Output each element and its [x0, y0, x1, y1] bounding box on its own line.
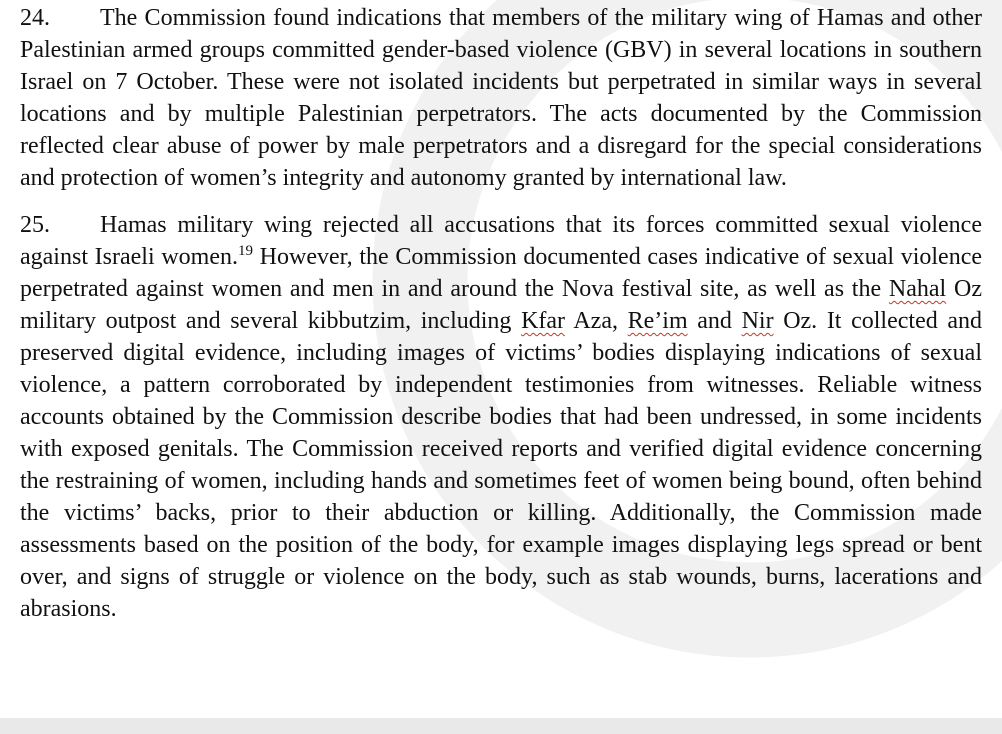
spellcheck-flagged-word: Nahal — [888, 276, 947, 302]
paragraph-number: 24. — [20, 5, 50, 31]
paragraph — [20, 209, 982, 625]
document-body — [20, 2, 982, 640]
spellcheck-flagged-word: Nir — [741, 308, 774, 334]
footnote-reference[interactable]: 19 — [237, 243, 253, 259]
paragraph-text: Oz. It collected and preserved digital evidence, including images of victims’ bodies displaying indications of sexual violence, a pattern corroborated by independent testimonies from witnesses. Reliable witness accounts obtained by the Commission describe bodies that had been undressed, in some incidents with exposed genitals. The Commission received reports and verified digital evidence concerning the restraining of women, including hands and sometimes feet of women being bound, often behind the victims’ backs, prior to their abduction or killing. Additionally, the Commission made assessments based on the position of the body, for example images displaying legs spread or bent over, and signs of struggle or violence on the body, such as stab wounds, burns, lacerations and abrasions. — [20, 308, 983, 622]
paragraph-text: Hamas military wing rejected all accusations that its forces committed sexual violence against Israeli women. — [20, 212, 982, 270]
paragraph-text: However, the Commission documented cases indicative of sexual violence perpetrated against women and men in and around the Nova festival site, as well as the — [20, 244, 982, 302]
spellcheck-flagged-word: Kfar — [521, 308, 566, 334]
paragraph-text: Aza, — [565, 308, 628, 334]
paragraph-number: 25. — [20, 212, 50, 238]
paragraph-text: and — [687, 308, 742, 334]
spellcheck-flagged-word: Re’im — [627, 308, 688, 334]
paragraph-text: Oz military outpost and several kibbutzim, including — [20, 276, 983, 334]
paragraph-text: The Commission found indications that members of the military wing of Hamas and other Palestinian armed groups committed gender-based violence (GBV) in several locations in southern Israel on 7 October. These were not isolated incidents but perpetrated in similar ways in several locations and by multiple Palestinian perpetrators. The acts documented by the Commission reflected clear abuse of power by male perpetrators and a disregard for the special considerations and protection of women’s integrity and autonomy granted by international law. — [20, 5, 982, 191]
paragraph — [20, 2, 982, 194]
footer-band — [0, 718, 1002, 734]
